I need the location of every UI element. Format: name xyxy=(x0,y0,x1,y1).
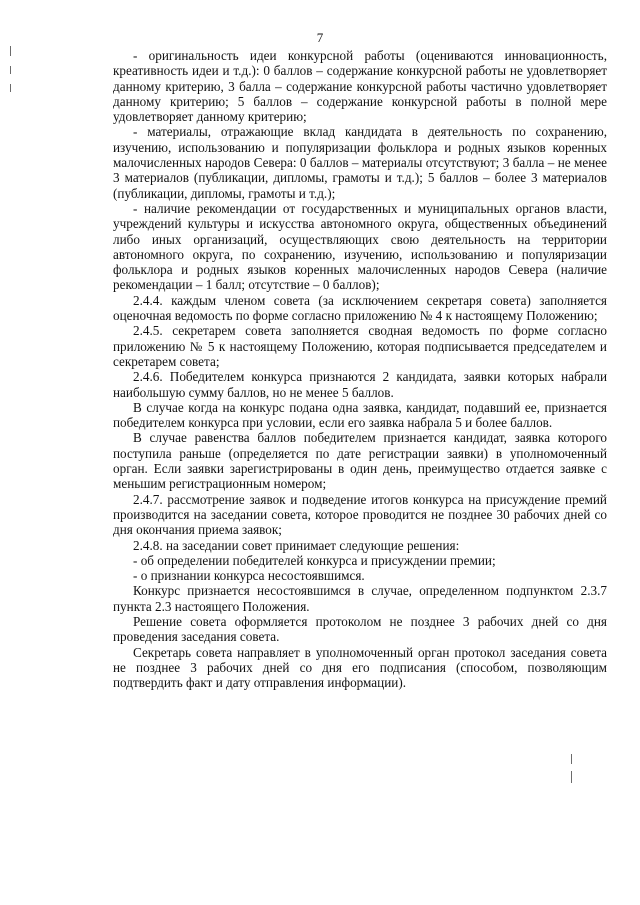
paragraph-decision-winners: - об определении победителей конкурса и присуждении премии; xyxy=(133,552,496,568)
paragraph-council-decision: Решение совета оформляется протоколом не позднее 3 рабочих дней со дня проведения заседания совета. xyxy=(113,613,607,645)
paragraph-recommendation-criterion: - наличие рекомендации от государственных и муниципальных органов власти, учреждений культуры и искусства автономного округа, общественных объединений либо иных организаций, осуществляющих свою деятельность на территории автономного округа, по сохранению, изучению, использованию и популяризации фольклора и родных языков коренных малочисленных народов Севера (наличие рекомендации – 1 балл; отсутствие – 0 баллов); xyxy=(113,200,607,293)
document-body xyxy=(113,48,607,690)
page-number: 7 xyxy=(316,30,324,45)
paragraph-2-4-5: 2.4.5. секретарем совета заполняется сводная ведомость по форме согласно приложению № 5 к настоящему Положению, которая подписывается председателем и секретарем совета; xyxy=(113,323,607,369)
scan-mark-left-lower xyxy=(10,84,11,92)
scan-mark-left-middle xyxy=(10,66,11,74)
paragraph-materials-criterion: - материалы, отражающие вклад кандидата в деятельность по сохранению, изучению, использованию и популяризации фольклора и родных языков коренных малочисленных народов Севера: 0 баллов – материалы отсутствуют; 3 балла – не менее 3 материалов (публикации, дипломы, грамоты и т.д.); 5 баллов – более 3 материалов (публикации, дипломы, грамоты и т.д.); xyxy=(113,124,607,201)
paragraph-2-4-6: 2.4.6. Победителем конкурса признаются 2 кандидата, заявки которых набрали наибольшую сумму баллов, но не менее 5 баллов. xyxy=(113,369,607,400)
paragraph-single-application: В случае когда на конкурс подана одна заявка, кандидат, подавший ее, признается победителем конкурса при условии, если его заявка набрала 5 и более баллов. xyxy=(113,399,607,431)
paragraph-originality-criterion: - оригинальность идеи конкурсной работы (оцениваются инновационность, креативность идеи и т.д.): 0 баллов – содержание конкурсной работы не удовлетворяет данному критерию, 3 балла – содержание конкурсной работы частично удовлетворяет данному критерию; 5 баллов – содержание конкурсной работы в полной мере удовлетворяет данному критерию; xyxy=(113,48,607,125)
paragraph-secretary-protocol: Секретарь совета направляет в уполномоченный орган протокол заседания совета не позднее 3 рабочих дней со дня его подписания (способом, позволяющим подтвердить факт и дату отправления информации). xyxy=(113,644,607,691)
paragraph-decision-failed: - о признании конкурса несостоявшимся. xyxy=(133,568,365,584)
paragraph-2-4-7: 2.4.7. рассмотрение заявок и подведение итогов конкурса на присуждение премий производится на заседании совета, которое проводится не позднее 30 рабочих дней со дня окончания приема заявок; xyxy=(113,491,607,538)
paragraph-2-4-4: 2.4.4. каждым членом совета (за исключением секретаря совета) заполняется оценочная ведомость по форме согласно приложению № 4 к настоящему Положению; xyxy=(113,292,607,324)
scan-mark-right xyxy=(571,754,572,764)
paragraph-failed-contest: Конкурс признается несостоявшимся в случае, определенном подпунктом 2.3.7 пункта 2.3 настоящего Положения. xyxy=(113,583,607,614)
paragraph-2-4-8: 2.4.8. на заседании совет принимает следующие решения: xyxy=(133,537,460,553)
paragraph-equal-scores: В случае равенства баллов победителем признается кандидат, заявка которого поступила раньше (определяется по дате регистрации заявки) в уполномоченный орган. Если заявки зарегистрированы в один день, преимущество отдается заявке с меньшим регистрационным номером; xyxy=(113,430,607,492)
scan-mark-right-lower xyxy=(571,771,572,783)
scan-mark-left-top xyxy=(10,46,11,56)
